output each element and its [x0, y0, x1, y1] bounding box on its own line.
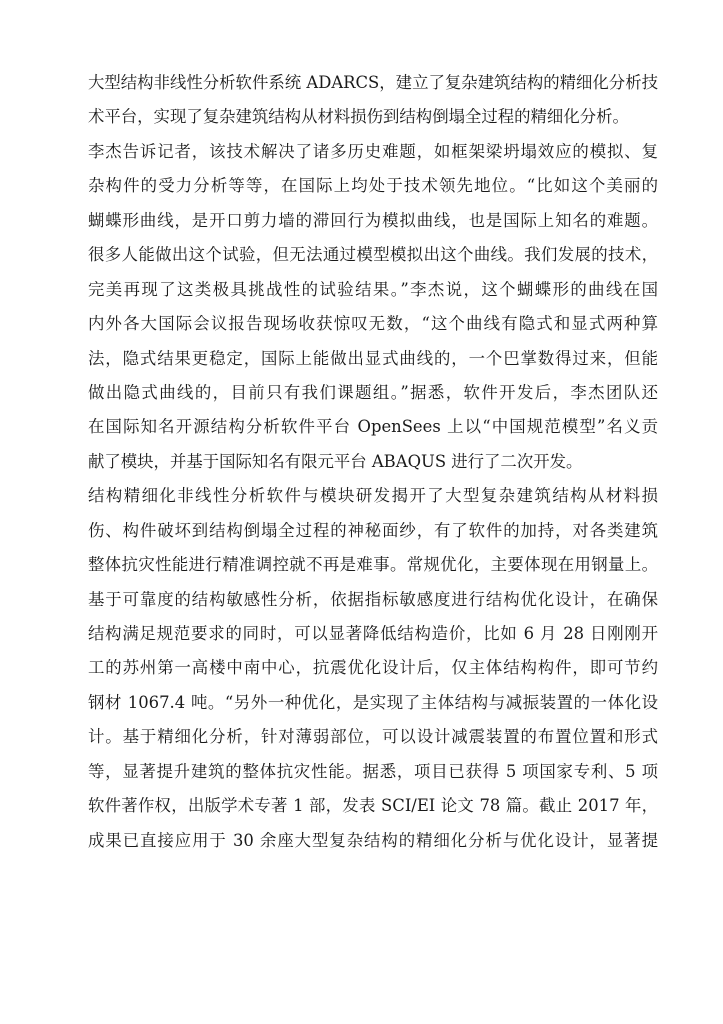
- text-line: 伤、构件破坏到结构倒塌全过程的神秘面纱，有了软件的加持，对各类建筑: [88, 520, 658, 540]
- text-line: 大型结构非线性分析软件系统 ADARCS，建立了复杂建筑结构的精细化分析技: [88, 73, 658, 92]
- article-body: [88, 66, 658, 858]
- text-line: 结构精细化非线性分析软件与模块研发揭开了大型复杂建筑结构从材料损: [88, 486, 658, 506]
- text-line: 很多人能做出这个试验，但无法通过模型模拟出这个曲线。我们发展的技术，: [88, 245, 658, 265]
- text-line: 钢材 1067.4 吨。“另外一种优化，是实现了主体结构与减振装置的一体化设: [88, 692, 658, 712]
- text-line: 基于可靠度的结构敏感性分析，依据指标敏感度进行结构优化设计，在确保: [88, 589, 658, 609]
- text-line: 工的苏州第一高楼中南中心，抗震优化设计后，仅主体结构构件，即可节约: [88, 658, 658, 678]
- text-line: 蝴蝶形曲线，是开口剪力墙的滞回行为模拟曲线，也是国际上知名的难题。: [88, 210, 658, 230]
- text-line: 术平台，实现了复杂建筑结构从材料损伤到结构倒塌全过程的精细化分析。: [88, 107, 629, 127]
- text-line: 献了模块，并基于国际知名有限元平台 ABAQUS 进行了二次开发。: [88, 451, 583, 471]
- text-line: 李杰告诉记者，该技术解决了诸多历史难题，如框架梁坍塌效应的模拟、复: [88, 141, 658, 161]
- paragraph-2: [88, 135, 658, 479]
- text-line: 等，显著提升建筑的整体抗灾性能。据悉，项目已获得 5 项国家专利、5 项: [88, 761, 658, 781]
- text-line: 结构满足规范要求的同时，可以显著降低结构造价，比如 6 月 28 日刚刚开: [88, 624, 658, 643]
- text-line: 完美再现了这类极具挑战性的试验结果。”李杰说，这个蝴蝶形的曲线在国: [88, 279, 658, 299]
- text-line: 软件著作权，出版学术专著 1 部，发表 SCI/EI 论文 78 篇。截止 2017 年，: [88, 796, 658, 816]
- paragraph-3: [88, 479, 658, 858]
- text-line: 计。基于精细化分析，针对薄弱部位，可以设计减震装置的布置位置和形式: [88, 727, 658, 747]
- text-line: 做出隐式曲线的，目前只有我们课题组。”据悉，软件开发后，李杰团队还: [88, 382, 658, 402]
- text-line: 内外各大国际会议报告现场收获惊叹无数，“这个曲线有隐式和显式两种算: [88, 314, 658, 334]
- text-line: 在国际知名开源结构分析软件平台 OpenSees 上以“中国规范模型”名义贡: [88, 417, 658, 437]
- paragraph-1: [88, 66, 658, 135]
- text-line: 法，隐式结果更稳定，国际上能做出显式曲线的，一个巴掌数得过来，但能: [88, 348, 658, 368]
- text-line: 成果已直接应用于 30 余座大型复杂结构的精细化分析与优化设计，显著提: [88, 830, 658, 850]
- text-line: 整体抗灾性能进行精准调控就不再是难事。常规优化，主要体现在用钢量上。: [88, 555, 658, 575]
- text-line: 杂构件的受力分析等等，在国际上均处于技术领先地位。“比如这个美丽的: [88, 176, 658, 196]
